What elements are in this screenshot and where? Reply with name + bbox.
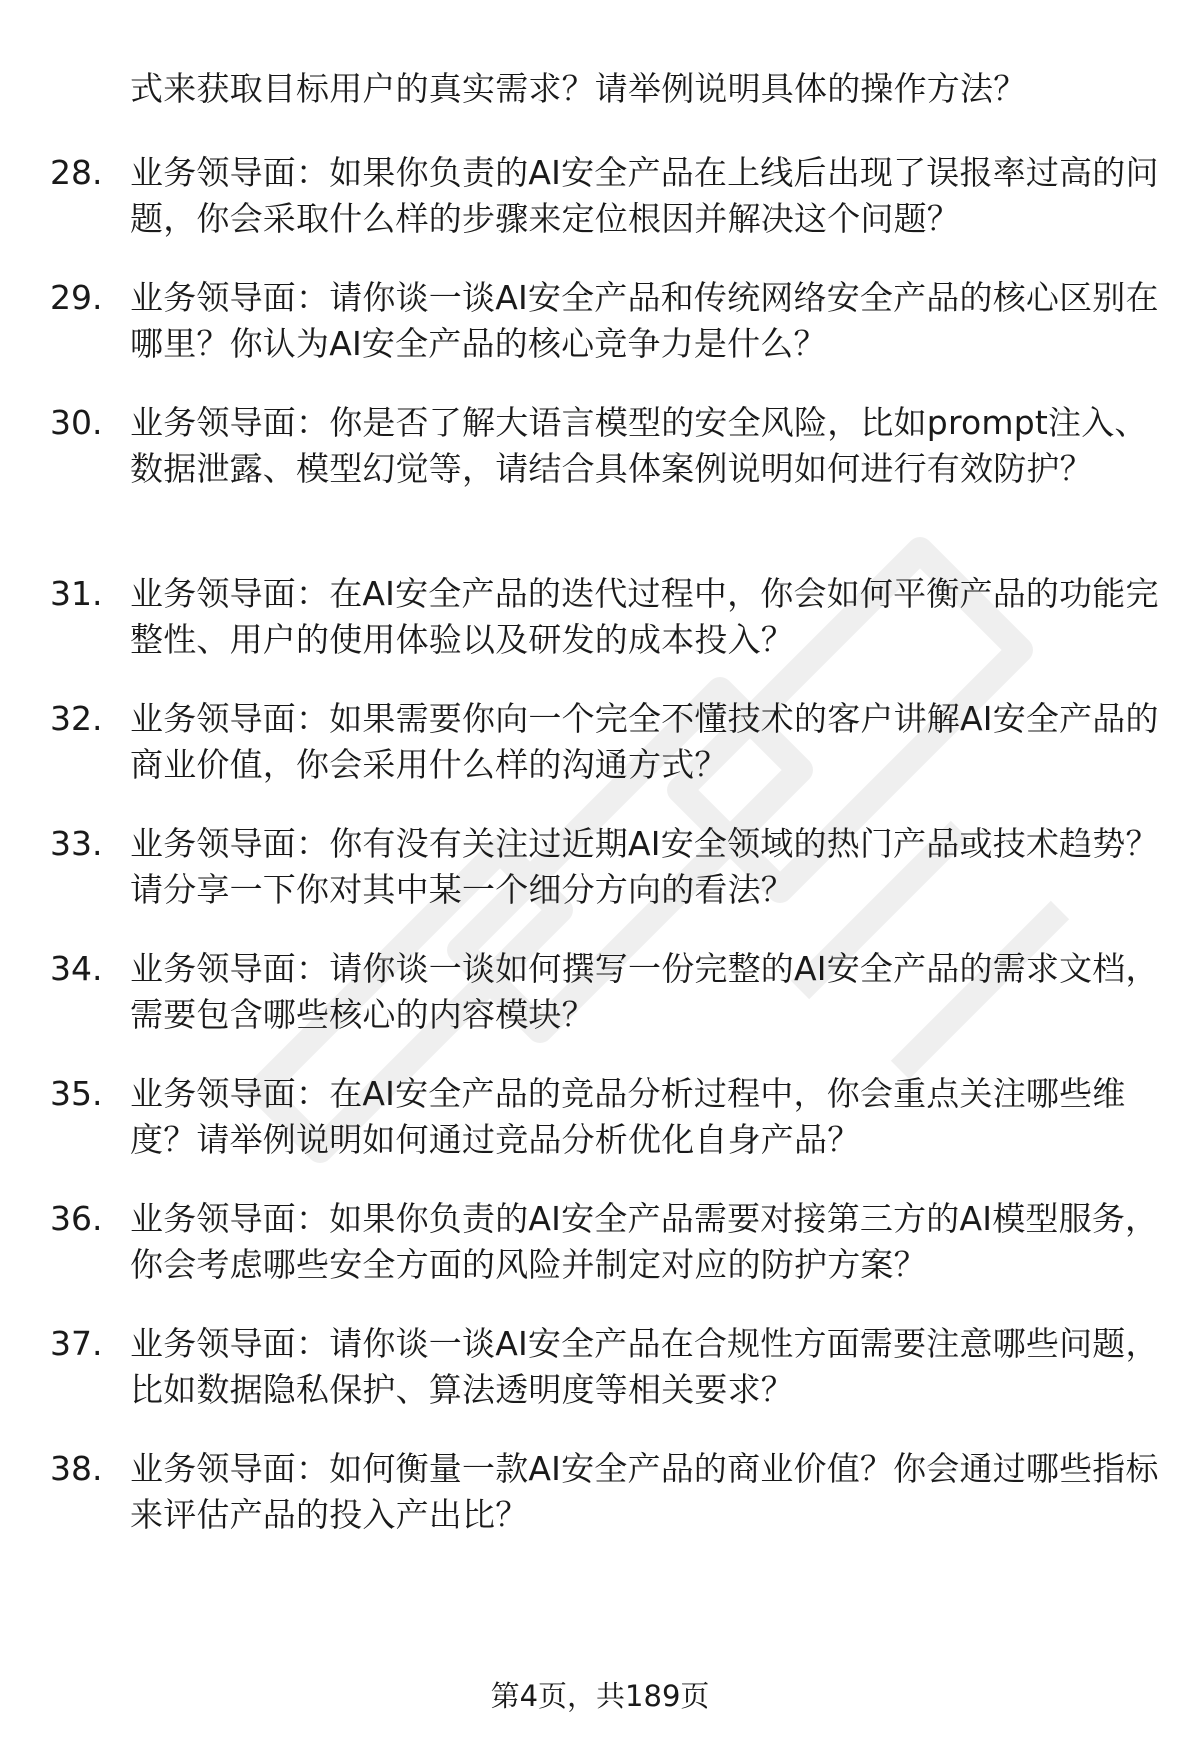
question-text: 业务领导面：如果你负责的AI安全产品在上线后出现了误报率过高的问题，你会采取什么样的步骤来定位根因并解决这个问题？ [130,153,1159,238]
list-item [0,696,1200,788]
question-text: 业务领导面：在AI安全产品的迭代过程中，你会如何平衡产品的功能完整性、用户的使用体验以及研发的成本投入？ [130,574,1159,659]
question-text: 业务领导面：你有没有关注过近期AI安全领域的热门产品或技术趋势？请分享一下你对其中某一个细分方向的看法？ [130,824,1159,909]
list-item [0,1321,1200,1413]
list-item [0,400,1200,538]
question-number: 28. [50,153,103,192]
question-number: 33. [50,824,103,863]
question-text: 业务领导面：在AI安全产品的竞品分析过程中，你会重点关注哪些维度？请举例说明如何通过竞品分析优化自身产品？ [130,1074,1126,1159]
question-number: 37. [50,1324,103,1363]
question-text: 业务领导面：如果你负责的AI安全产品需要对接第三方的AI模型服务，你会考虑哪些安全方面的风险并制定对应的防护方案？ [130,1199,1159,1284]
question-text: 业务领导面：请你谈一谈AI安全产品在合规性方面需要注意哪些问题，比如数据隐私保护、算法透明度等相关要求？ [130,1324,1159,1409]
list-item [0,1071,1200,1163]
list-item [0,150,1200,242]
question-text: 业务领导面：如果需要你向一个完全不懂技术的客户讲解AI安全产品的商业价值，你会采用什么样的沟通方式？ [130,699,1159,784]
question-text: 业务领导面：如何衡量一款AI安全产品的商业价值？你会通过哪些指标来评估产品的投入产出比？ [130,1449,1159,1534]
page-footer: 第4页，共189页 [490,1679,710,1713]
question-number: 34. [50,949,103,988]
list-item [0,275,1200,367]
list-item [0,821,1200,913]
list-item [0,1196,1200,1288]
question-number: 29. [50,278,103,317]
question-list [0,150,1200,1571]
question-number: 36. [50,1199,103,1238]
question-number: 30. [50,403,103,442]
question-number: 31. [50,574,103,613]
list-item [0,571,1200,663]
question-number: 35. [50,1074,103,1113]
question-text: 业务领导面：请你谈一谈AI安全产品和传统网络安全产品的核心区别在哪里？你认为AI安全产品的核心竞争力是什么？ [130,278,1159,363]
question-number: 38. [50,1449,103,1488]
question-text: 业务领导面：你是否了解大语言模型的安全风险，比如prompt注入、数据泄露、模型幻觉等，请结合具体案例说明如何进行有效防护？ [130,403,1148,488]
question-number: 32. [50,699,103,738]
continuation-text: 式来获取目标用户的真实需求？请举例说明具体的操作方法？ [130,69,1027,108]
question-text: 业务领导面：请你谈一谈如何撰写一份完整的AI安全产品的需求文档，需要包含哪些核心的内容模块？ [130,949,1159,1034]
list-item [0,1446,1200,1538]
list-item [0,946,1200,1038]
